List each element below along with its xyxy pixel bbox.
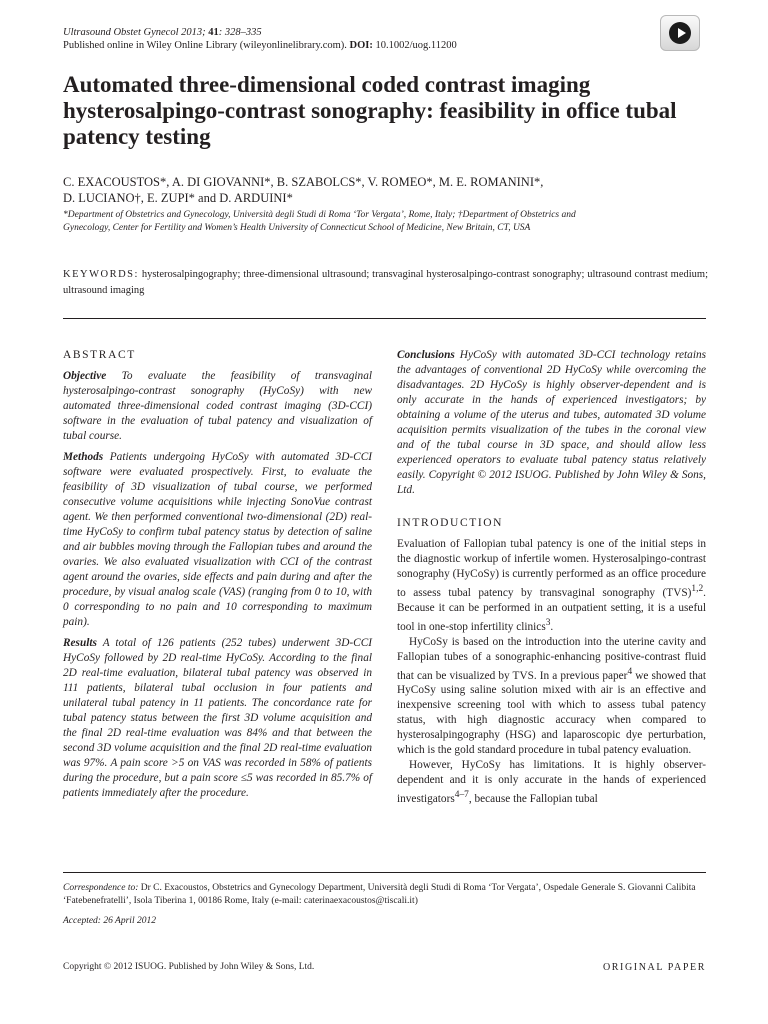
affiliation-line-1: *Department of Obstetrics and Gynecology, Università degli Studi di Roma ‘Tor Vergata’, Rome, Italy; †Department of Obstetrics and <box>63 210 576 220</box>
intro-p1-text-a: Evaluation of Fallopian tubal patency is one of the initial steps in the diagnostic workup of infertile women. Hysterosalpingo-contrast sonography (HyCoSy) is currently performed as an office procedure to assess tubal patency by transvaginal sonography (TVS) <box>397 538 706 599</box>
play-video-button[interactable] <box>660 15 700 51</box>
published-text: Published online in Wiley Online Library (wileyonlinelibrary.com). <box>63 40 347 51</box>
results-label: Results <box>63 637 97 649</box>
author-list <box>63 174 703 206</box>
abstract-objective <box>63 369 372 444</box>
methods-text: Patients undergoing HyCoSy with automated 3D-CCI software were evaluated prospectively. First, to evaluate the feasibility of 3D visualization of tubal course, we performed consecutive volume acquisitions while injecting SonoVue contrast agent. We then performed conventional two-dimensional (2D) real-time HyCoSy to confirm tubal patency status by detection of saline and air bubbles moving through the Fallopian tubes and around the ovaries. We also evaluated visualization with CCI of the contrast agent around the ovaries, side effects and pain during and after the procedure, by visual analog scale (VAS) (ranging from 0 to 10, with 0 corresponding to no pain and 10 corresponding to maximum pain). <box>63 451 372 628</box>
copyright-notice: Copyright © 2012 ISUOG. Published by John Wiley & Sons, Ltd. <box>63 962 315 972</box>
authors-line-1: C. EXACOUSTOS*, A. DI GIOVANNI*, B. SZABOLCS*, V. ROMEO*, M. E. ROMANINI*, <box>63 175 544 189</box>
intro-p1-text-c: . <box>550 620 554 633</box>
journal-name: Ultrasound Obstet Gynecol <box>63 27 179 38</box>
journal-volume: 41 <box>208 27 219 38</box>
accepted-date: Accepted: 26 April 2012 <box>63 916 156 926</box>
doi-label: DOI: <box>349 40 373 51</box>
correspondence-text: Dr C. Exacoustos, Obstetrics and Gynecology Department, Università degli Studi di Roma ‘Tor Vergata’, Ospedale Generale S. Giovanni Calibita ‘Fatebenefratelli’, Isola Tiberina 1, 00186 Rome, Italy (e-mail: caterinaexacoustos@tiscali.it) <box>63 883 696 906</box>
journal-pages: : 328–335 <box>218 27 262 38</box>
journal-citation <box>63 26 262 40</box>
keywords <box>63 267 708 299</box>
intro-p3-text-a: However, HyCoSy has limitations. It is highly observer-dependent and it is only accurate in the hands of experienced investigators <box>397 759 706 806</box>
intro-p2-text-a: HyCoSy is based on the introduction into the uterine cavity and Fallopian tubes of a sonographic-enhancing positive-contrast fluid that can be visualized by TVS. In a previous paper <box>397 635 706 682</box>
ref-4[interactable]: 4 <box>627 666 633 677</box>
abstract-conclusions <box>397 348 706 498</box>
intro-paragraph-2 <box>397 635 706 759</box>
abstract-heading: ABSTRACT <box>63 349 136 361</box>
ref-1-2[interactable]: 1,2 <box>691 584 704 594</box>
keywords-text: hysterosalpingography; three-dimensional ultrasound; transvaginal hysterosalpingo-contrast sonography; ultrasound contrast medium; ultrasound imaging <box>63 269 709 296</box>
intro-p2-text-b: we showed that HyCoSy using saline solution mixed with air is an effective and inexpensive screening tool with which to assess tubal patency status, with high diagnostic accuracy when compared to hysterosalpingography (HSG) and laparoscopic dye perturbation, which is the gold standard procedure in tubal patency evaluation. <box>397 669 706 757</box>
authors-line-2: D. LUCIANO†, E. ZUPI* and D. ARDUINI* <box>63 191 293 205</box>
paper-type-label: ORIGINAL PAPER <box>602 962 706 973</box>
correspondence-label: Correspondence to: <box>63 883 139 893</box>
abstract-results <box>63 636 372 801</box>
correspondence <box>63 882 708 908</box>
right-column <box>397 348 706 807</box>
intro-paragraph-3 <box>397 758 706 807</box>
methods-label: Methods <box>63 451 104 463</box>
conclusions-text: HyCoSy with automated 3D-CCI technology retains the advantages of conventional 2D HyCoSy while overcoming the disadvantages. 2D HyCoSy is highly observer-dependent and is only accurate in the hands of experienced investigators; by obtaining a volume of the uterus and tubes, automated 3D volume acquisition permits visualization of the tubes in the coronal view and of the tubal course in 3D space, and should allow less experienced operators to evaluate tubal patency status relatively easily. Copyright © 2012 ISUOG. Published by John Wiley & Sons, Ltd. <box>397 349 707 496</box>
ref-4-7[interactable]: 4–7 <box>454 790 469 801</box>
keywords-label: KEYWORDS: <box>63 269 139 280</box>
introduction-heading: INTRODUCTION <box>397 517 504 529</box>
objective-label: Objective <box>63 370 107 382</box>
abstract-methods <box>63 450 372 630</box>
results-text: A total of 126 patients (252 tubes) underwent 3D-CCI HyCoSy followed by 2D real-time HyCoSy. According to the final 2D real-time evaluation, bilateral tubal patency was observed in 111 patients, bilateral tubal occlusion in four patients and unilateral tubal patency in 11 patients. The concordance rate for tubal patency status between the first 3D volume acquisition and the final 2D real-time evaluation was 84% and that between the second 3D volume acquisition and the final 2D real-time evaluation was 97%. A pain score >5 on VAS was recorded in 58% of patients during the procedure, but a pain score ≤5 was recorded in 85.7% of patients immediately after the procedure. <box>63 637 372 799</box>
intro-p3-text-b: , because the Fallopian tubal <box>468 793 598 806</box>
ref-3[interactable]: 3 <box>545 617 551 628</box>
conclusions-label: Conclusions <box>397 349 455 361</box>
intro-paragraph-1 <box>397 537 706 635</box>
article-title: Automated three-dimensional coded contrast imaging hysterosalpingo-contrast sonography: feasibility in office tubal patency testing <box>63 72 677 149</box>
journal-year: 2013; <box>181 27 206 38</box>
affiliation-line-2: Gynecology, Center for Fertility and Women’s Health University of Connecticut School of Medicine, New Britain, CT, USA <box>63 223 531 233</box>
footer-divider <box>63 872 706 873</box>
objective-text: To evaluate the feasibility of transvaginal hysterosalpingo-contrast sonography (HyCoSy) with new automated three-dimensional coded contrast imaging (3D-CCI) software in the evaluation of tubal patency and visualization of tubal course. <box>63 370 372 442</box>
doi-link[interactable]: 10.1002/uog.11200 <box>375 40 457 51</box>
play-triangle <box>678 28 686 38</box>
affiliations <box>63 209 708 235</box>
introduction-body <box>397 537 706 807</box>
header-divider <box>63 318 706 319</box>
abstract-column <box>63 348 372 807</box>
intro-p1-text-b: . Because it can be performed in an outpatient setting, it is a useful tool in one-stop infertility clinics <box>397 586 706 633</box>
published-info <box>63 39 457 53</box>
